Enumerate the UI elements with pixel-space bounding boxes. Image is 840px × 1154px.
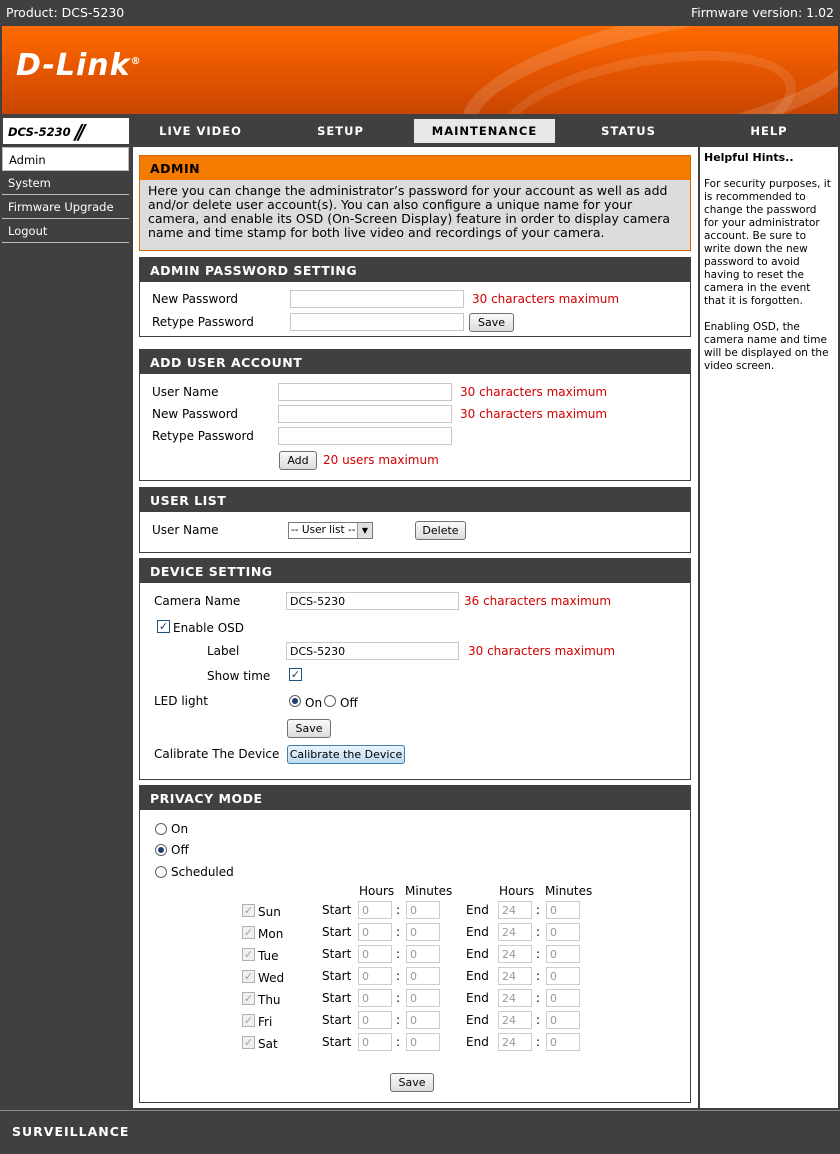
start-hour-input[interactable] — [358, 989, 392, 1007]
privacy-scheduled-radio[interactable] — [155, 866, 167, 878]
time-separator: : — [536, 947, 541, 961]
main-content — [133, 147, 698, 1108]
calibrate-label: Calibrate The Device — [154, 747, 280, 761]
end-label: End — [466, 925, 489, 939]
start-hour-input[interactable] — [358, 923, 392, 941]
day-label: Sat — [258, 1037, 278, 1051]
device-setting-section — [139, 558, 691, 780]
helpful-hints-panel — [700, 147, 838, 1108]
day-checkbox[interactable]: ✓ — [243, 970, 254, 983]
tab-status[interactable]: STATUS — [559, 117, 698, 145]
tab-maintenance[interactable]: MAINTENANCE — [412, 117, 557, 145]
user-list-section — [139, 487, 691, 553]
start-label: Start — [322, 925, 352, 939]
start-minute-input[interactable] — [406, 1011, 440, 1029]
firmware-version: Firmware version: 1.02 — [690, 5, 834, 20]
start-label: Start — [322, 991, 352, 1005]
end-hours-header: Hours — [499, 884, 535, 898]
start-label: Start — [322, 1035, 352, 1049]
label-label: Label — [207, 644, 240, 658]
time-separator: : — [536, 903, 541, 917]
start-hour-input[interactable] — [358, 901, 392, 919]
time-separator: : — [396, 1035, 401, 1049]
users-max-hint: 20 users maximum — [323, 453, 439, 467]
time-separator: : — [396, 1013, 401, 1027]
device-save-button[interactable]: Save — [287, 719, 331, 738]
surveillance-logo: SURVEILLANCE — [12, 1124, 130, 1139]
sidebar — [2, 147, 131, 1108]
day-label: Tue — [258, 949, 279, 963]
new-password-label: New Password — [152, 292, 239, 306]
top-bar — [0, 0, 840, 24]
end-hour-input[interactable] — [498, 967, 532, 985]
sidebar-item-system[interactable]: System — [2, 171, 129, 195]
max-chars-hint: 36 characters maximum — [464, 594, 612, 608]
day-label: Sun — [258, 905, 281, 919]
max-chars-hint: 30 characters maximum — [460, 385, 608, 399]
end-minute-input[interactable] — [546, 989, 580, 1007]
time-separator: : — [396, 969, 401, 983]
end-label: End — [466, 969, 489, 983]
day-checkbox[interactable]: ✓ — [243, 1036, 254, 1049]
start-hours-header: Hours — [359, 884, 395, 898]
camera-name-label: Camera Name — [154, 594, 241, 608]
admin-intro-panel — [139, 155, 691, 251]
new-user-name-input[interactable] — [278, 383, 452, 401]
brand-banner — [2, 26, 838, 114]
sidebar-item-firmware-upgrade[interactable]: Firmware Upgrade — [2, 195, 129, 219]
led-off-radio[interactable] — [324, 695, 336, 707]
show-time-label: Show time — [207, 669, 271, 683]
end-minute-input[interactable] — [546, 901, 580, 919]
enable-osd-label: Enable OSD — [173, 621, 244, 635]
chevron-down-icon: ▼ — [357, 523, 372, 538]
start-minutes-header: Minutes — [405, 884, 453, 898]
start-minute-input[interactable] — [406, 1033, 440, 1051]
model-name: DCS-5230 — [8, 125, 71, 139]
enable-osd-checkbox[interactable]: ✓ — [158, 620, 169, 633]
hint-paragraph: Enabling OSD, the camera name and time will be displayed on the video screen. — [704, 321, 829, 372]
user-list-select[interactable] — [288, 522, 373, 539]
hint-paragraph: For security purposes, it is recommended to change the password for your administrator account. Be sure to write down the new password to avoid having to reset the camera in the event that it is forgotten. — [704, 178, 831, 307]
osd-label-input[interactable] — [286, 642, 459, 660]
model-badge — [2, 117, 130, 145]
dlink-logo: D-Link® — [16, 48, 142, 83]
user-name-label: User Name — [152, 385, 219, 399]
end-label: End — [466, 1013, 489, 1027]
start-minute-input[interactable] — [406, 989, 440, 1007]
retype-password-label: Retype Password — [152, 429, 254, 443]
calibrate-device-button[interactable]: Calibrate the Device — [287, 745, 405, 764]
start-label: Start — [322, 903, 352, 917]
tab-help[interactable]: HELP — [700, 117, 838, 145]
end-minute-input[interactable] — [546, 1033, 580, 1051]
time-separator: : — [536, 969, 541, 983]
max-chars-hint: 30 characters maximum — [460, 407, 608, 421]
sidebar-item-admin[interactable]: Admin — [2, 147, 129, 171]
start-label: Start — [322, 1013, 352, 1027]
new-user-password-input[interactable] — [278, 405, 452, 423]
privacy-off-radio[interactable] — [155, 844, 167, 856]
day-label: Fri — [258, 1015, 273, 1029]
tab-setup[interactable]: SETUP — [272, 117, 409, 145]
sidebar-item-logout[interactable]: Logout — [2, 219, 129, 243]
start-hour-input[interactable] — [358, 1011, 392, 1029]
select-value: -- User list -- — [291, 524, 356, 536]
max-chars-hint: 30 characters maximum — [468, 644, 616, 658]
show-time-checkbox[interactable]: ✓ — [290, 668, 301, 681]
privacy-save-button[interactable]: Save — [390, 1073, 434, 1092]
time-separator: : — [536, 925, 541, 939]
led-off-label: Off — [340, 696, 358, 710]
new-password-label: New Password — [152, 407, 239, 421]
time-separator: : — [396, 947, 401, 961]
end-label: End — [466, 947, 489, 961]
end-hour-input[interactable] — [498, 945, 532, 963]
start-hour-input[interactable] — [358, 967, 392, 985]
led-on-radio[interactable] — [289, 695, 301, 707]
camera-name-input[interactable] — [286, 592, 459, 610]
day-checkbox[interactable]: ✓ — [243, 948, 254, 961]
end-minute-input[interactable] — [546, 1011, 580, 1029]
slash-decoration: // — [75, 120, 82, 144]
end-hour-input[interactable] — [498, 901, 532, 919]
start-label: Start — [322, 969, 352, 983]
time-separator: : — [536, 1013, 541, 1027]
privacy-mode-section — [139, 785, 691, 1103]
user-name-label: User Name — [152, 523, 219, 537]
end-hour-input[interactable] — [498, 1033, 532, 1051]
led-light-label: LED light — [154, 694, 208, 708]
section-title: USER LIST — [140, 488, 690, 512]
start-minute-input[interactable] — [406, 901, 440, 919]
day-checkbox[interactable]: ✓ — [243, 904, 254, 917]
product-label: Product: DCS-5230 — [6, 5, 125, 20]
start-minute-input[interactable] — [406, 945, 440, 963]
start-minute-input[interactable] — [406, 923, 440, 941]
page-title: ADMIN — [140, 156, 690, 180]
section-title: PRIVACY MODE — [140, 786, 690, 810]
add-user-section — [139, 349, 691, 481]
start-minute-input[interactable] — [406, 967, 440, 985]
end-hour-input[interactable] — [498, 923, 532, 941]
start-hour-input[interactable] — [358, 945, 392, 963]
add-user-button[interactable]: Add — [279, 451, 317, 470]
retype-password-label: Retype Password — [152, 315, 254, 329]
hints-title: Helpful Hints.. — [704, 151, 794, 164]
privacy-on-label: On — [171, 822, 189, 836]
tab-live-video[interactable]: LIVE VIDEO — [132, 117, 269, 145]
new-user-retype-input[interactable] — [278, 427, 452, 445]
end-label: End — [466, 903, 489, 917]
privacy-on-radio[interactable] — [155, 823, 167, 835]
time-separator: : — [396, 991, 401, 1005]
admin-save-button[interactable]: Save — [469, 313, 514, 332]
end-label: End — [466, 991, 489, 1005]
day-label: Thu — [258, 993, 281, 1007]
admin-password-section — [139, 257, 691, 337]
time-separator: : — [536, 1035, 541, 1049]
day-checkbox[interactable]: ✓ — [243, 1014, 254, 1027]
end-minutes-header: Minutes — [545, 884, 593, 898]
footer — [0, 1110, 840, 1154]
end-label: End — [466, 1035, 489, 1049]
privacy-scheduled-label: Scheduled — [171, 865, 234, 879]
section-title: ADMIN PASSWORD SETTING — [140, 258, 690, 282]
end-minute-input[interactable] — [546, 923, 580, 941]
section-title: ADD USER ACCOUNT — [140, 350, 690, 374]
start-hour-input[interactable] — [358, 1033, 392, 1051]
section-title: DEVICE SETTING — [140, 559, 690, 583]
admin-retype-password-input[interactable] — [290, 313, 464, 331]
intro-text: Here you can change the administrator’s password for your account as well as add and/or delete user account(s). You can also configure a unique name for your camera, and enable its OSD (On-Screen Display) feature in order to display camera name and time stamp for both live video and recordings of your camera. — [148, 183, 671, 240]
led-on-label: On — [305, 696, 323, 710]
max-chars-hint: 30 characters maximum — [472, 292, 620, 306]
privacy-off-label: Off — [171, 843, 189, 857]
day-checkbox[interactable]: ✓ — [243, 926, 254, 939]
end-minute-input[interactable] — [546, 945, 580, 963]
delete-user-button[interactable]: Delete — [415, 521, 466, 540]
day-label: Wed — [258, 971, 285, 985]
end-minute-input[interactable] — [546, 967, 580, 985]
time-separator: : — [536, 991, 541, 1005]
end-hour-input[interactable] — [498, 989, 532, 1007]
start-label: Start — [322, 947, 352, 961]
main-nav — [2, 117, 838, 145]
end-hour-input[interactable] — [498, 1011, 532, 1029]
day-checkbox[interactable]: ✓ — [243, 992, 254, 1005]
time-separator: : — [396, 925, 401, 939]
day-label: Mon — [258, 927, 284, 941]
time-separator: : — [396, 903, 401, 917]
admin-new-password-input[interactable] — [290, 290, 464, 308]
